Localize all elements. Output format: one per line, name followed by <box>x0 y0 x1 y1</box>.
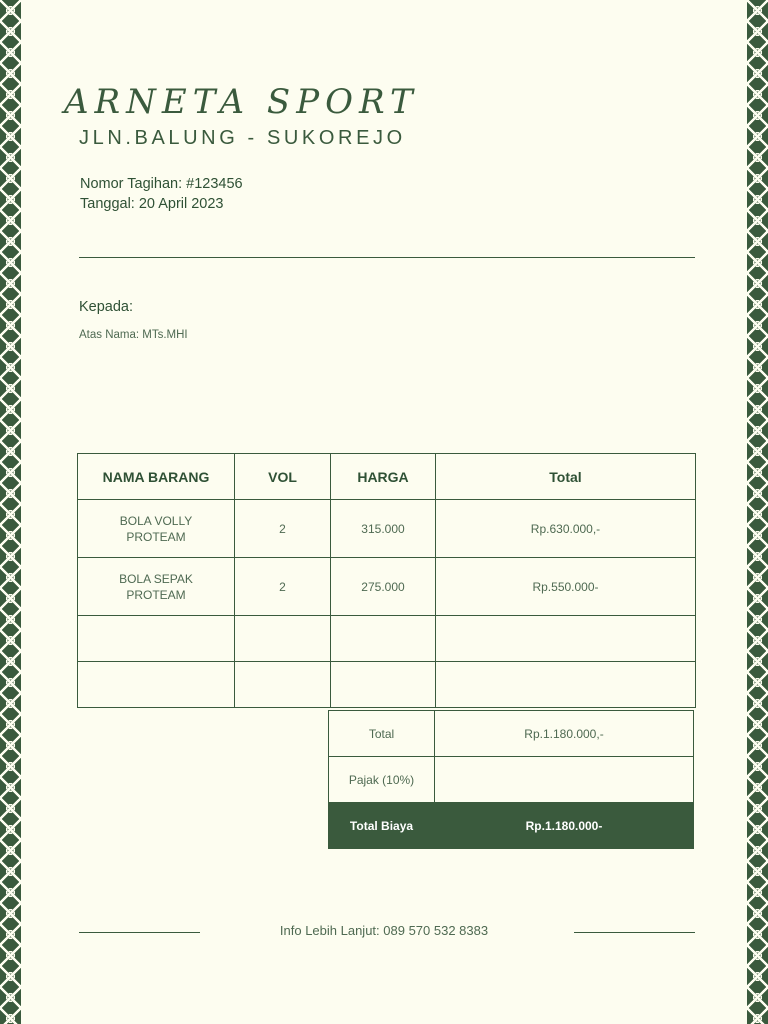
summary-tax-value <box>435 757 694 803</box>
invoice-date: Tanggal: 20 April 2023 <box>80 196 224 212</box>
summary-total-label: Total <box>329 711 435 757</box>
summary-row-total <box>329 711 694 757</box>
table-row-empty <box>78 616 696 662</box>
summary-total-value: Rp.1.180.000,- <box>435 711 694 757</box>
table-row <box>78 500 696 558</box>
store-address: JLN.BALUNG - SUKOREJO <box>79 127 406 149</box>
item-harga: 275.000 <box>331 558 436 616</box>
item-total: Rp.630.000,- <box>436 500 696 558</box>
footer-contact-info: Info Lebih Lanjut: 089 570 532 8383 <box>279 923 489 938</box>
item-harga: 315.000 <box>331 500 436 558</box>
column-header-name: NAMA BARANG <box>78 454 235 500</box>
summary-row-grand-total <box>329 803 694 849</box>
table-row <box>78 558 696 616</box>
item-name-line1: BOLA VOLLY <box>119 513 193 528</box>
column-header-harga: HARGA <box>331 454 436 500</box>
item-name-line2: PROTEAM <box>126 587 186 602</box>
item-name-cell <box>78 500 235 558</box>
column-header-total: Total <box>436 454 696 500</box>
brand-name: ARNETA SPORT <box>64 82 419 122</box>
invoice-number: Nomor Tagihan: #123456 <box>80 176 243 192</box>
item-name-line2: PROTEAM <box>126 529 186 544</box>
decorative-border-right <box>747 0 768 1024</box>
column-header-vol: VOL <box>235 454 331 500</box>
summary-tax-label: Pajak (10%) <box>329 757 435 803</box>
grand-total-label: Total Biaya <box>329 803 435 849</box>
items-table <box>77 453 696 708</box>
item-total: Rp.550.000- <box>436 558 696 616</box>
decorative-border-left <box>0 0 21 1024</box>
item-vol: 2 <box>235 500 331 558</box>
item-name-line1: BOLA SEPAK <box>119 571 193 586</box>
table-header-row <box>78 454 696 500</box>
recipient-name: Atas Nama: MTs.MHI <box>79 329 188 341</box>
recipient-label: Kepada: <box>79 299 134 315</box>
summary-table <box>328 710 694 849</box>
header-divider <box>79 257 695 258</box>
grand-total-value: Rp.1.180.000- <box>435 803 694 849</box>
summary-row-tax <box>329 757 694 803</box>
item-name-cell <box>78 558 235 616</box>
item-vol: 2 <box>235 558 331 616</box>
table-row-empty <box>78 662 696 708</box>
